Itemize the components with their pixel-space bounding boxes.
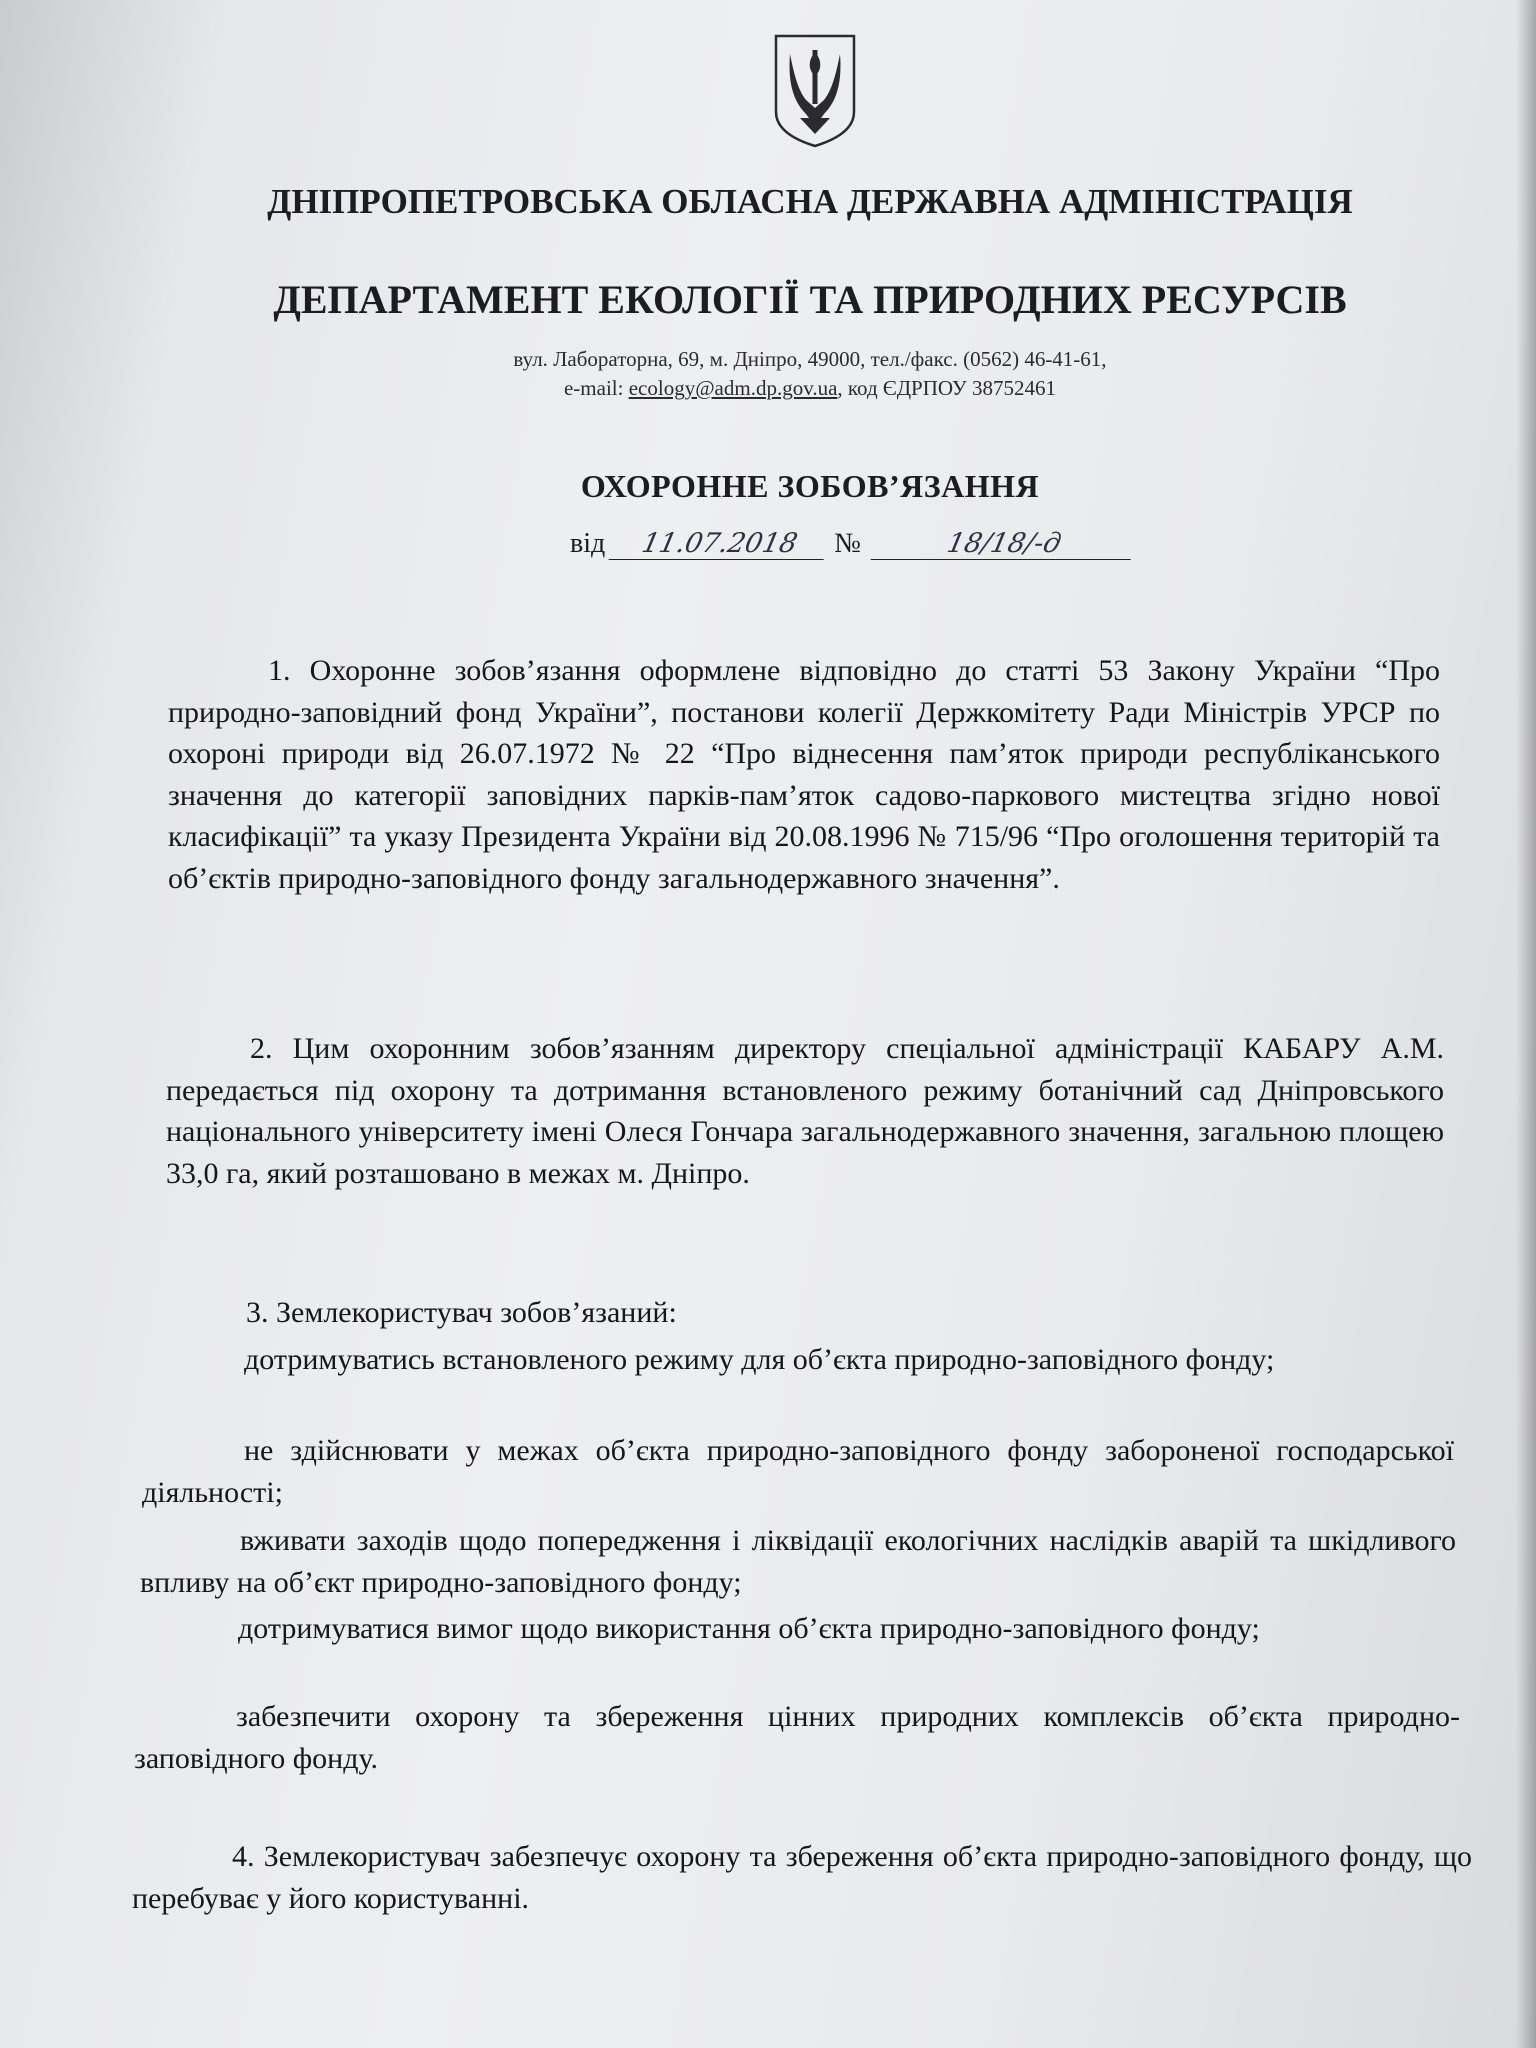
obligation-item: вживати заходів щодо попередження і ліквідації екологічних наслідків аварій та шкідливого впливу на об’єкт природно-заповідного фонду; <box>140 1524 1456 1599</box>
obligation-item: дотримуватись встановленого режиму для об’єкта природно-заповідного фонду; <box>244 1343 1275 1376</box>
obligation-item: дотримуватися вимог щодо використання об’єкта природно-заповідного фонду; <box>238 1612 1260 1645</box>
organization-name: ДНІПРОПЕТРОВСЬКА ОБЛАСНА ДЕРЖАВНА АДМІНІСТРАЦІЯ <box>267 182 1353 221</box>
obligation-item: не здійснювати у межах об’єкта природно-заповідного фонду забороненої господарської діяльності; <box>142 1434 1454 1509</box>
obligation-item: забезпечити охорону та збереження цінних природних комплексів об’єкта природно-заповідного фонду. <box>134 1700 1460 1775</box>
handwritten-number: 18/18/-д <box>871 528 1138 560</box>
contact-line <box>0 376 1536 401</box>
department-name: ДЕПАРТАМЕНТ ЕКОЛОГІЇ ТА ПРИРОДНИХ РЕСУРСІВ <box>273 277 1347 322</box>
date-prefix: від <box>570 528 606 559</box>
email-prefix: e-mail: <box>563 376 629 400</box>
number-prefix: № <box>834 528 861 559</box>
address-line: вул. Лабораторна, 69, м. Дніпро, 49000, тел./факс. (0562) 46-41-61, <box>513 347 1107 371</box>
edrpou-code: , код ЄДРПОУ 38752461 <box>837 376 1057 400</box>
paragraph-3-heading: 3. Землекористувач зобов’язаний: <box>246 1296 677 1329</box>
paragraph-2: 2. Цим охоронним зобов’язанням директору спеціальної адміністрації КАБАРУ А.М. передається під охорону та дотримання встановленого режиму ботанічний сад Дніпровського національного університету імені Олеся Гончара загальнодержавного значення, загальною площею 33,0 га, який розташовано в межах м. Дніпро. <box>166 1032 1444 1190</box>
paragraph-4: 4. Землекористувач забезпечує охорону та збереження об’єкта природно-заповідного фонду, що перебуває у його користуванні. <box>132 1840 1472 1915</box>
document-title: ОХОРОННЕ ЗОБОВ’ЯЗАННЯ <box>580 468 1040 504</box>
date-number-line <box>570 528 1134 560</box>
trident-coat-of-arms-icon <box>770 30 860 150</box>
email-link[interactable]: ecology@adm.dp.gov.ua <box>628 376 838 400</box>
paragraph-1: 1. Охоронне зобов’язання оформлене відповідно до статті 53 Закону України “Про природно-заповідний фонд України”, постанови колегії Держкомітету Ради Міністрів УРСР по охороні природи від 26.07.1972 № 22 “Про віднесення пам’яток природи республіканського значення до категорії заповідних парків-пам’яток садово-паркового мистецтва згідно нової класифікації” та указу Президента України від 20.08.1996 № 715/96 “Про оголошення територій та об’єктів природно-заповідного фонду загальнодержавного значення”. <box>168 654 1440 895</box>
handwritten-date: 11.07.2018 <box>609 528 831 560</box>
